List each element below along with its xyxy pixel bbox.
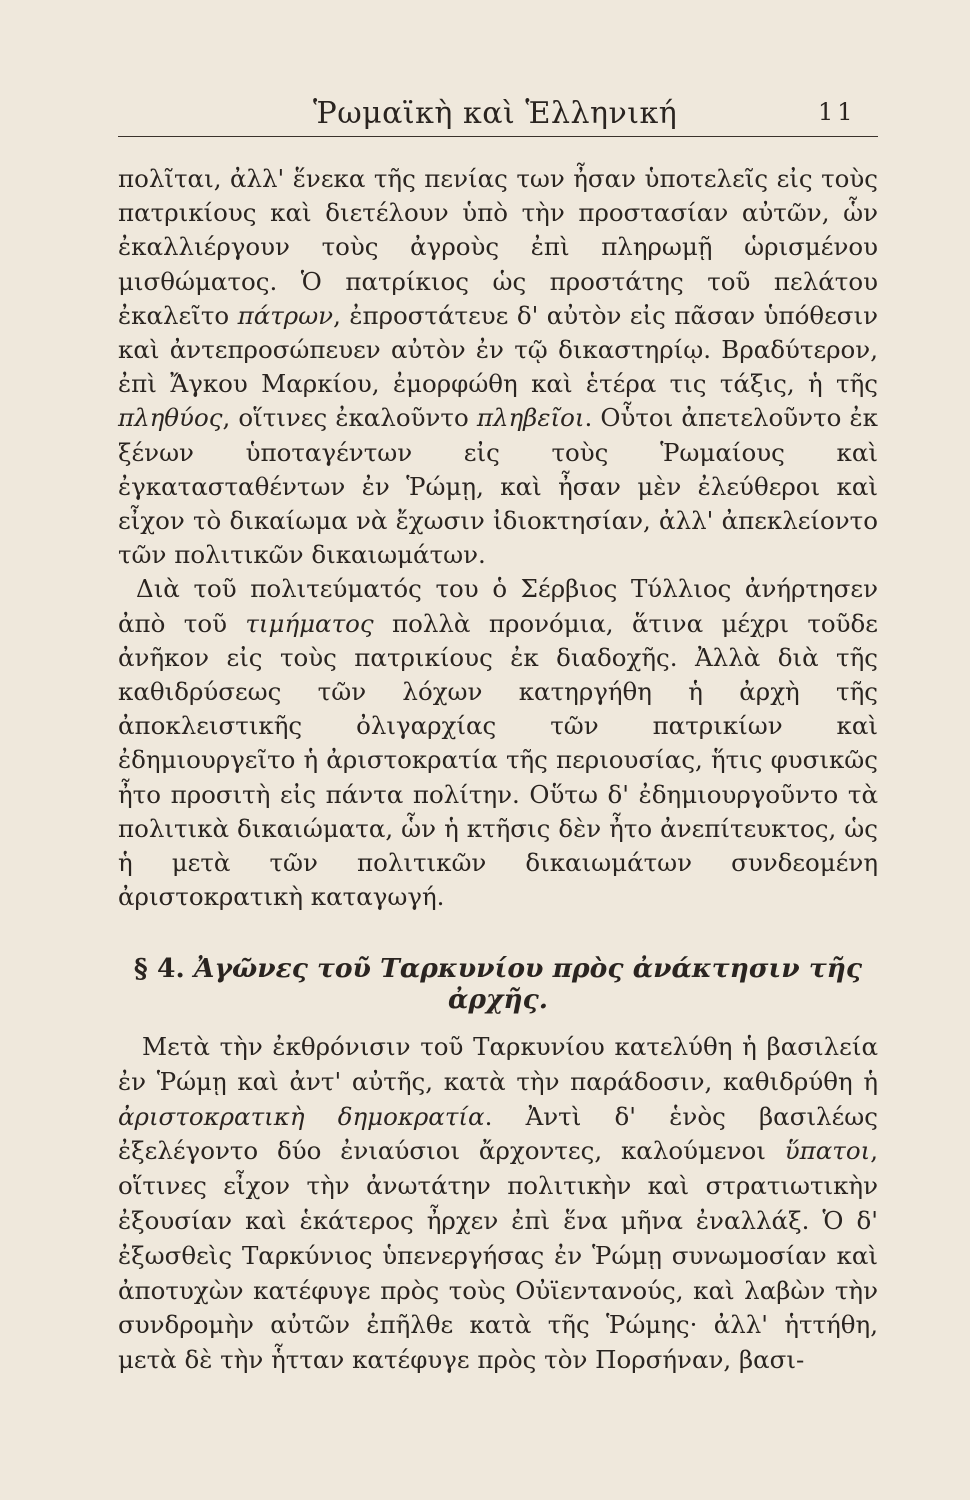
section-symbol: § 4. [133,953,185,984]
section-heading [118,953,878,1015]
emphasized-term: ἀριστοκρατικὴ δημοκρατία [118,1101,485,1131]
running-title: Ῥωμαϊκὴ καὶ Ἑλληνική [313,96,678,131]
emphasized-term: ὕπατοι [784,1136,871,1166]
paragraph [118,162,878,572]
section-title: Ἀγῶνες τοῦ Ταρκυνίου πρὸς ἀνάκτησιν τῆς ἀρχῆς. [193,953,863,1015]
text-run: Διὰ τοῦ πολιτεύματός του ὁ Σέρβιος Τύλλιος ἀνήρτησεν ἀπὸ τοῦ [118,574,878,638]
text-run: , ἐπροστάτευε δ' αὐτὸν εἰς πᾶσαν ὑπόθεσιν καὶ ἀντεπροσώπευεν αὐτὸν ἐν τῷ δικαστηρίῳ. Βραδύτερον, ἐπὶ Ἄγκου Μαρκίου, ἐμορφώθη καὶ ἑτέρα τις τάξις, ἡ τῆς [118,300,878,399]
page-header [118,96,878,137]
page-number: 11 [818,98,857,126]
text-run: πολλὰ προνόμια, ἅτινα μέχρι τοῦδε ἀνῆκον εἰς τοὺς πατρικίους ἐκ διαδοχῆς. Ἀλλὰ διὰ τῆς καθιδρύσεως τῶν λόχων κατηργήθη ἡ ἀρχὴ τῆς ἀποκλειστικῆς ὀλιγαρχίας τῶν πατρικίων καὶ ἐδημιουργεῖτο ἡ ἀριστοκρατία τῆς περιουσίας, ἥτις φυσικῶς ἦτο προσιτὴ εἰς πάντα πολίτην. Οὕτω δ' ἐδημιουργοῦντο τὰ πολιτικὰ δικαιώματα, ὧν ἡ κτῆσις δὲν ἦτο ἀνεπίτευκτος, ὡς ἡ μετὰ τῶν πολιτικῶν δικαιωμάτων συνδεομένη ἀριστοκρατικὴ καταγωγή. [118,608,878,912]
body-text [118,1030,878,1378]
paragraph [118,572,878,914]
body-text [118,162,878,914]
emphasized-term: πληβεῖοι [476,403,585,433]
text-run: , οἵτινες εἶχον τὴν ἀνωτάτην πολιτικὴν καὶ στρατιωτικὴν ἐξουσίαν καὶ ἑκάτερος ἦρχεν ἐπὶ ἕνα μῆνα ἐναλλάξ. Ὁ δ' ἐξωσθεὶς Ταρκύνιος ὑπενεργήσας ἐν Ῥώμῃ συνωμοσίαν καὶ ἀποτυχὼν κατέφυγε πρὸς τοὺς Οὐϊεντανούς, καὶ λαβὼν τὴν συνδρομὴν αὐτῶν ἐπῆλθε κατὰ τῆς Ῥώμης· ἀλλ' ἡττήθη, μετὰ δὲ τὴν ἧτταν κατέφυγε πρὸς τὸν Πορσήναν, βασι- [118,1136,878,1375]
text-run: , οἵτινες ἐκαλοῦντο [222,403,477,433]
emphasized-term: πάτρων [237,300,334,330]
text-run: . Ἀντὶ δ' ἑνὸς βασιλέως ἐξελέγοντο δύο ἐνιαύσιοι ἄρχοντες, καλούμενοι [118,1101,878,1166]
emphasized-term: πληθύος [118,403,223,433]
text-run: πολῖται, ἀλλ' ἕνεκα τῆς πενίας των ἦσαν ὑποτελεῖς εἰς τοὺς πατρικίους καὶ διετέλουν ὑπὸ τὴν προστασίαν αὐτῶν, ὧν ἐκαλλιέργουν τοὺς ἀγροὺς ἐπὶ πληρωμῇ ὡρισμένου μισθώματος. Ὁ πατρίκιος ὡς προστάτης τοῦ πελάτου ἐκαλεῖτο [118,164,878,330]
text-run: . Οὗτοι ἀπετελοῦντο ἐκ ξένων ὑποταγέντων εἰς τοὺς Ῥωμαίους καὶ ἐγκατασταθέντων ἐν Ῥώμῃ, καὶ ἦσαν μὲν ἐλεύθεροι καὶ εἶχον τὸ δικαίωμα νὰ ἔχωσιν ἰδιοκτησίαν, ἀλλ' ἀπεκλείοντο τῶν πολιτικῶν δικαιωμάτων. [118,403,878,570]
emphasized-term: τιμήματος [245,608,374,638]
paragraph [118,1030,878,1378]
text-run: Μετὰ τὴν ἐκθρόνισιν τοῦ Ταρκυνίου κατελύθη ἡ βασιλεία ἐν Ῥώμῃ καὶ ἀντ' αὐτῆς, κατὰ τὴν παράδοσιν, καθιδρύθη ἡ [118,1032,878,1096]
